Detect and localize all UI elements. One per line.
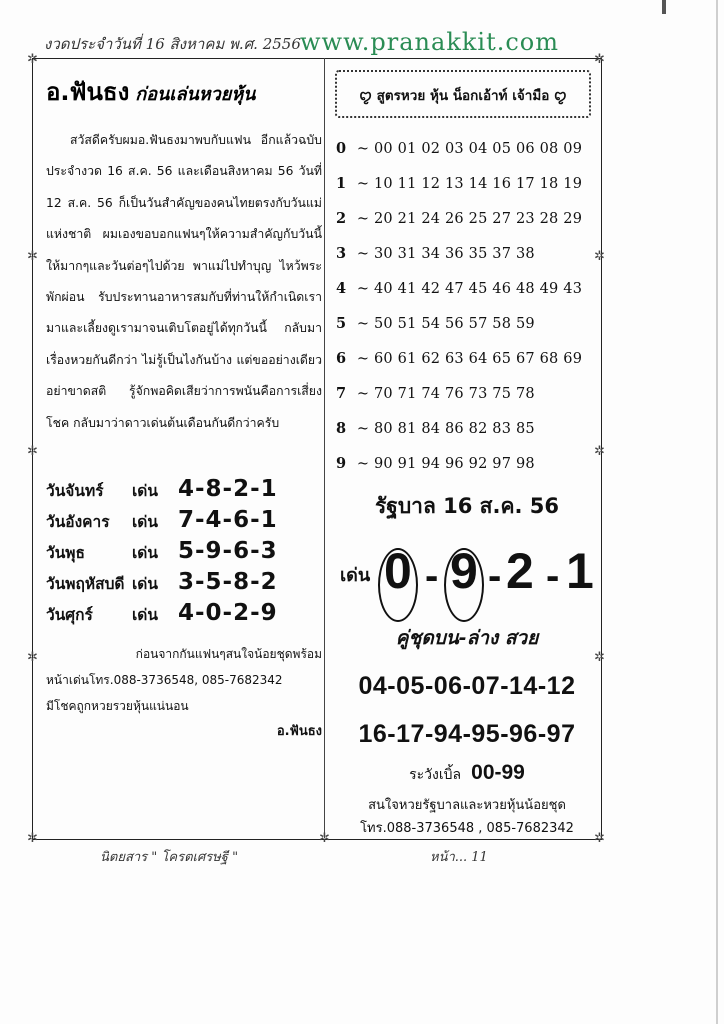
- daily-picks: [46, 476, 322, 631]
- article-paragraph: สวัสดีครับผมอ.ฟันธงมาพบกับแฟน อีกแล้วฉบับประจำงวด 16 ส.ค. 56 และเดือนสิงหาคม 56 วันที่ 12 ส.ค. 56 ก็เป็นวันสำคัญของคนไทยตรงกับวันแม่แห่งชาติ ผมเองขอบอกแฟนๆให้ความสำคัญกับวันนี้ให้มากๆและวันต่อๆไปด้วย พาแม่ไปทำบุญ ไหว้พระ พักผ่อน รับประทานอาหารสมกับที่ท่านให้กำเนิดเรามาและเลี้ยงดูเรามาจนเติบโตอยู่ได้ทุกวันนี้ กลับมาเรื่องหวยกันดีกว่า ไม่รู้เป็นไงกันบ้าง แต่ขออย่างเดียว อย่าขาดสติ รู้จักพอคิดเสียว่าการพนันคือการเสี่ยงโชค กลับมาว่าดาวเด่นต้นเดือนกันดีกว่าครับ: [46, 133, 322, 430]
- formula-row: [336, 341, 592, 376]
- formula-title: [340, 84, 586, 106]
- star-icon: ✲: [27, 650, 38, 665]
- page-number: หน้า... 11: [430, 850, 488, 865]
- contact-phone: โทร.088-3736548 , 085-7682342: [360, 821, 574, 836]
- article-column: [46, 72, 322, 745]
- row-digit: 6: [336, 350, 347, 367]
- star-icon: ✲: [27, 444, 38, 459]
- star-icon: ✲: [594, 444, 605, 459]
- star-icon: ✲: [27, 52, 38, 67]
- featured-digit: 0: [384, 543, 412, 599]
- row-digit: 9: [336, 455, 347, 472]
- day-numbers: 4-8-2-1: [178, 476, 278, 502]
- contact-block: [46, 641, 322, 745]
- interest-line: สนใจหวยรัฐบาลและหวยหุ้นน้อยชุด: [368, 798, 566, 813]
- pairs-line: 16-17-94-95-96-97: [358, 720, 576, 748]
- play-label: เด่น: [132, 575, 158, 593]
- play-label: เด่น: [132, 606, 158, 624]
- star-icon: ✲: [27, 249, 38, 264]
- day-row: [46, 538, 322, 569]
- day-numbers: 5-9-6-3: [178, 538, 278, 564]
- row-values: 70 71 74 76 73 75 78: [374, 385, 535, 402]
- day-name: วันอังคาร: [46, 513, 110, 531]
- play-label: เด่น: [132, 544, 158, 562]
- row-values: 20 21 24 26 25 27 23 28 29: [374, 210, 583, 227]
- star-icon: ✲: [319, 831, 330, 846]
- day-name: วันศุกร์: [46, 606, 93, 624]
- dash: -: [546, 554, 560, 598]
- row-digit: 8: [336, 420, 347, 437]
- day-name: วันพุธ: [46, 544, 85, 562]
- cat-icon: ꨄ: [549, 88, 567, 104]
- play-label: เด่น: [132, 513, 158, 531]
- website-header: www.pranakkit.com: [300, 28, 560, 56]
- star-icon: ✲: [594, 650, 605, 665]
- featured-digit: 1: [566, 543, 594, 599]
- row-values: 80 81 84 86 82 83 85: [374, 420, 535, 437]
- row-tilde: ~: [356, 140, 370, 157]
- formula-row: [336, 446, 592, 481]
- contact-line: มีโชคถูกหวยรวยหุ้นแน่นอน: [46, 699, 189, 713]
- row-tilde: ~: [356, 280, 370, 297]
- featured-digit: 9: [450, 543, 478, 599]
- row-tilde: ~: [356, 245, 370, 262]
- edge-mark: [662, 0, 666, 14]
- pairs-label: คู่ชุดบน-ล่าง สวย: [395, 627, 539, 649]
- row-tilde: ~: [356, 420, 370, 437]
- row-digit: 4: [336, 280, 347, 297]
- day-row: [46, 600, 322, 631]
- star-icon: ✲: [594, 52, 605, 67]
- formula-row: [336, 271, 592, 306]
- day-numbers: 7-4-6-1: [178, 507, 278, 533]
- dash: -: [425, 554, 439, 598]
- article-title: [46, 72, 322, 111]
- contact-phone: หน้าเด่นโทร.088-3736548, 085-7682342: [46, 673, 283, 687]
- issue-date-header: งวดประจำวันที่ 16 สิงหาคม พ.ศ. 2556: [44, 35, 301, 53]
- magazine-name: นิตยสาร " โครตเศรษฐี ": [100, 850, 239, 865]
- formula-table: [336, 131, 592, 481]
- day-name: วันพฤหัสบดี: [46, 575, 125, 593]
- row-values: 90 91 94 96 92 97 98: [374, 455, 535, 472]
- author-name: อ.ฟันธง: [46, 78, 130, 106]
- signature: อ.ฟันธง: [276, 724, 322, 739]
- star-icon: ✲: [27, 831, 38, 846]
- row-digit: 1: [336, 175, 347, 192]
- cat-icon: ꨄ: [359, 88, 377, 104]
- double-warning: [336, 761, 598, 786]
- row-digit: 3: [336, 245, 347, 262]
- row-tilde: ~: [356, 175, 370, 192]
- formula-title-text: สูตรหวย หุ้น น็อกเอ้าท์ เจ้ามือ: [376, 88, 550, 104]
- column-divider: [324, 58, 325, 838]
- formula-row: [336, 376, 592, 411]
- row-digit: 0: [336, 140, 347, 157]
- star-icon: ✲: [594, 831, 605, 846]
- government-title: รัฐบาล 16 ส.ค. 56: [374, 494, 560, 518]
- page-edge-line: [716, 0, 718, 1024]
- day-row: [46, 507, 322, 538]
- star-icon: ✲: [594, 249, 605, 264]
- warn-numbers: 00-99: [471, 761, 525, 784]
- row-tilde: ~: [356, 455, 370, 472]
- formula-row: [336, 131, 592, 166]
- row-values: 00 01 02 03 04 05 06 08 09: [374, 140, 583, 157]
- row-values: 60 61 62 63 64 65 67 68 69: [374, 350, 583, 367]
- row-values: 10 11 12 13 14 16 17 18 19: [374, 175, 583, 192]
- formula-row: [336, 201, 592, 236]
- featured-numbers: [340, 543, 598, 620]
- formula-row: [336, 166, 592, 201]
- formula-row: [336, 411, 592, 446]
- dash: -: [488, 554, 502, 598]
- row-digit: 2: [336, 210, 347, 227]
- contact-line: ก่อนจากกันแฟนๆสนใจน้อยชุดพร้อม: [135, 647, 322, 661]
- article-subtitle: ก่อนเล่นหวยหุ้น: [135, 84, 256, 105]
- row-digit: 5: [336, 315, 347, 332]
- day-name: วันจันทร์: [46, 482, 104, 500]
- day-numbers: 3-5-8-2: [178, 569, 278, 595]
- row-tilde: ~: [356, 385, 370, 402]
- row-values: 30 31 34 36 35 37 38: [374, 245, 535, 262]
- row-tilde: ~: [356, 315, 370, 332]
- row-values: 40 41 42 47 45 46 48 49 43: [374, 280, 583, 297]
- row-tilde: ~: [356, 350, 370, 367]
- row-values: 50 51 54 56 57 58 59: [374, 315, 535, 332]
- warn-label: ระวังเบิ้ล: [409, 767, 462, 783]
- play-label: เด่น: [132, 482, 158, 500]
- formula-row: [336, 306, 592, 341]
- row-digit: 7: [336, 385, 347, 402]
- row-tilde: ~: [356, 210, 370, 227]
- featured-digit: 2: [506, 543, 534, 599]
- play-label: เด่น: [340, 565, 371, 586]
- day-row: [46, 569, 322, 600]
- formula-row: [336, 236, 592, 271]
- day-row: [46, 476, 322, 507]
- day-numbers: 4-0-2-9: [178, 600, 278, 626]
- pairs-line: 04-05-06-07-14-12: [358, 672, 576, 700]
